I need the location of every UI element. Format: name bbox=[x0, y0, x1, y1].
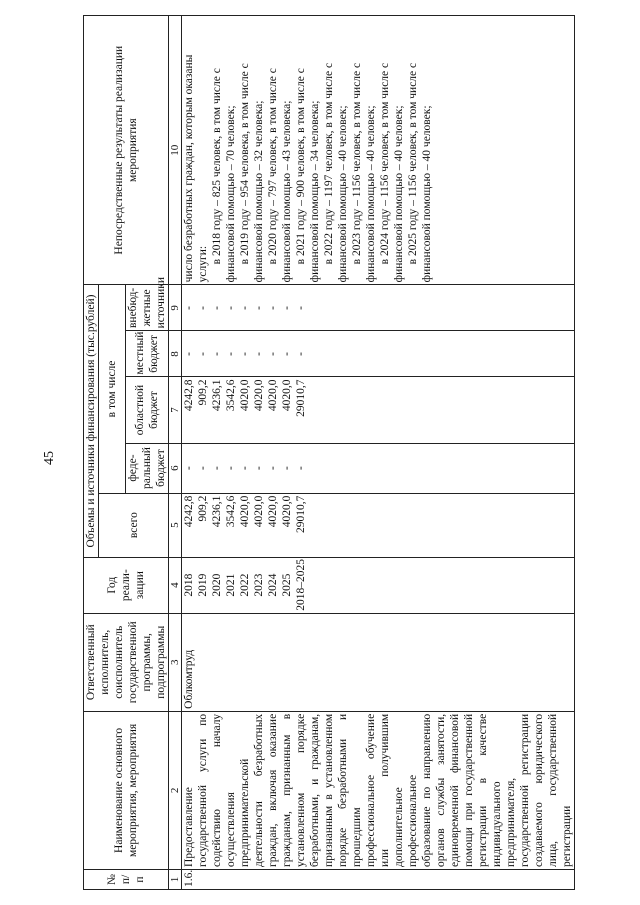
row-local-value: - bbox=[197, 352, 209, 356]
result-line: в 2022 году – 1197 человек, в том числе с финансовой помощью – 40 человек; bbox=[323, 62, 349, 283]
row-total-value: 4236,1 bbox=[211, 495, 223, 528]
row-years-value: 2018–2025 bbox=[295, 558, 307, 611]
header-federal: феде-ральный бюджет bbox=[126, 443, 169, 493]
row-federal-value: - bbox=[197, 466, 209, 470]
row-regional-value: 4020,0 bbox=[239, 379, 251, 412]
header-regional: областной бюджет bbox=[126, 377, 169, 443]
row-extrabudget bbox=[182, 285, 575, 331]
row-federal bbox=[182, 443, 575, 493]
row-federal-value: - bbox=[253, 466, 265, 470]
row-extrabudget-value: - bbox=[183, 305, 195, 310]
result-line: число безработных граждан, которым оказаны услуги: bbox=[183, 54, 209, 283]
row-total-value: 29010,7 bbox=[295, 495, 307, 533]
row-total-value: 4020,0 bbox=[281, 495, 293, 528]
row-results bbox=[182, 16, 575, 285]
row-federal-value: - bbox=[267, 466, 279, 470]
column-number: 2 bbox=[169, 711, 182, 869]
header-funding: Объемы и источники финансирования (тыс.рублей) bbox=[84, 285, 99, 557]
row-extrabudget-value: - bbox=[211, 305, 223, 310]
row-extrabudget-value: - bbox=[295, 305, 307, 310]
row-local-value: - bbox=[281, 352, 293, 356]
row-local-value: - bbox=[239, 352, 251, 356]
column-number: 9 bbox=[169, 285, 182, 331]
column-number: 1 bbox=[169, 869, 182, 889]
row-extrabudget-value: - bbox=[225, 305, 237, 310]
row-federal-value: - bbox=[295, 466, 307, 470]
row-extrabudget-value: - bbox=[239, 305, 251, 310]
row-regional-value: 4020,0 bbox=[267, 379, 279, 412]
header-executor: Ответственный исполнитель, соисполнитель государственной программы, подпрограммы bbox=[84, 613, 169, 711]
header-extrabudget: внебюд-жетные источники bbox=[126, 285, 169, 331]
row-local-value: - bbox=[295, 352, 307, 356]
row-executor: Облкомтруд bbox=[182, 613, 575, 711]
result-line: в 2019 году – 954 человека, в том числе с финансовой помощью – 32 человека; bbox=[239, 63, 265, 283]
column-number: 8 bbox=[169, 331, 182, 377]
row-local-value: - bbox=[253, 352, 265, 356]
row-federal-value: - bbox=[239, 466, 251, 470]
row-federal-value: - bbox=[225, 466, 237, 470]
row-years-value: 2021 bbox=[225, 573, 237, 597]
row-local bbox=[182, 331, 575, 377]
header-num: № п/п bbox=[84, 869, 169, 889]
row-regional-value: 3542,6 bbox=[225, 379, 237, 412]
row-local-value: - bbox=[225, 352, 237, 356]
row-local-value: - bbox=[267, 352, 279, 356]
column-number: 5 bbox=[169, 493, 182, 557]
row-total-value: 4020,0 bbox=[253, 495, 265, 528]
row-num: 1.6. bbox=[182, 869, 575, 889]
result-line: в 2018 году – 825 человек, в том числе с финансовой помощью – 70 человек; bbox=[211, 68, 237, 283]
header-local: местный бюджет bbox=[126, 331, 169, 377]
row-regional-value: 4242,8 bbox=[183, 379, 195, 412]
funding-table bbox=[83, 15, 575, 890]
row-federal-value: - bbox=[211, 466, 223, 470]
row-total bbox=[182, 493, 575, 557]
row-years-value: 2018 bbox=[183, 573, 195, 597]
row-extrabudget-value: - bbox=[253, 305, 265, 310]
row-regional-value: 4020,0 bbox=[281, 379, 293, 412]
row-years-value: 2023 bbox=[253, 573, 265, 597]
row-total-value: 909,2 bbox=[197, 495, 209, 522]
column-number-row bbox=[169, 16, 182, 890]
result-line: в 2024 году – 1156 человек, в том числе с финансовой помощью – 40 человек; bbox=[379, 62, 405, 283]
header-results: Непосредственные результаты реализации мероприятия bbox=[84, 16, 169, 285]
header-including: в том числе bbox=[99, 285, 126, 493]
row-years-value: 2025 bbox=[281, 573, 293, 597]
row-years-value: 2022 bbox=[239, 573, 251, 597]
row-federal-value: - bbox=[183, 466, 195, 470]
row-federal-value: - bbox=[281, 466, 293, 470]
row-total-value: 3542,6 bbox=[225, 495, 237, 528]
row-regional bbox=[182, 377, 575, 443]
header-name: Наименование основного мероприятия, мероприятия bbox=[84, 711, 169, 869]
row-years-value: 2019 bbox=[197, 573, 209, 597]
header-year: Год реали-зации bbox=[84, 557, 169, 613]
row-local-value: - bbox=[211, 352, 223, 356]
row-total-value: 4242,8 bbox=[183, 495, 195, 528]
column-number: 4 bbox=[169, 557, 182, 613]
column-number: 3 bbox=[169, 613, 182, 711]
column-number: 6 bbox=[169, 443, 182, 493]
result-line: в 2020 году – 797 человек, в том числе с финансовой помощью – 43 человека; bbox=[267, 68, 293, 283]
row-years-value: 2024 bbox=[267, 573, 279, 597]
row-years bbox=[182, 557, 575, 613]
row-extrabudget-value: - bbox=[281, 305, 293, 310]
funding-table-sheet bbox=[83, 15, 637, 890]
row-total-value: 4020,0 bbox=[267, 495, 279, 528]
row-total-value: 4020,0 bbox=[239, 495, 251, 528]
column-number: 10 bbox=[169, 16, 182, 285]
row-regional-value: 4020,0 bbox=[253, 379, 265, 412]
row-years-value: 2020 bbox=[211, 573, 223, 597]
row-extrabudget-value: - bbox=[197, 305, 209, 310]
row-name: Предоставление государственной услуги по содействию началу осуществления предпринимательской деятельности безработных граждан, включая оказание гражданам, признанным в установленном порядке безработными, и гражданам, признанным в установленном порядке безработными и прошедшим профессиональное обучение или получившим дополнительное профессиональное образование по направлению органов службы занятости, единовременной финансовой помощи при государственной регистрации в качестве индивидуального предпринимателя, государственной регистрации создаваемого юридического лица, государственной регистрации bbox=[182, 711, 575, 869]
row-regional-value: 4236,1 bbox=[211, 379, 223, 412]
result-line: в 2025 году – 1156 человек, в том числе с финансовой помощью – 40 человек; bbox=[407, 62, 433, 283]
row-regional-value: 909,2 bbox=[197, 379, 209, 406]
page-number: 45 bbox=[42, 451, 57, 465]
result-line: в 2023 году – 1156 человек, в том числе с финансовой помощью – 40 человек; bbox=[351, 62, 377, 283]
table-row bbox=[182, 16, 575, 890]
row-local-value: - bbox=[183, 352, 195, 356]
row-regional-value: 29010,7 bbox=[295, 379, 307, 417]
result-line: в 2021 году – 900 человек, в том числе с финансовой помощью – 34 человека; bbox=[295, 68, 321, 283]
header-total: всего bbox=[99, 493, 169, 557]
column-number: 7 bbox=[169, 377, 182, 443]
row-extrabudget-value: - bbox=[267, 305, 279, 310]
